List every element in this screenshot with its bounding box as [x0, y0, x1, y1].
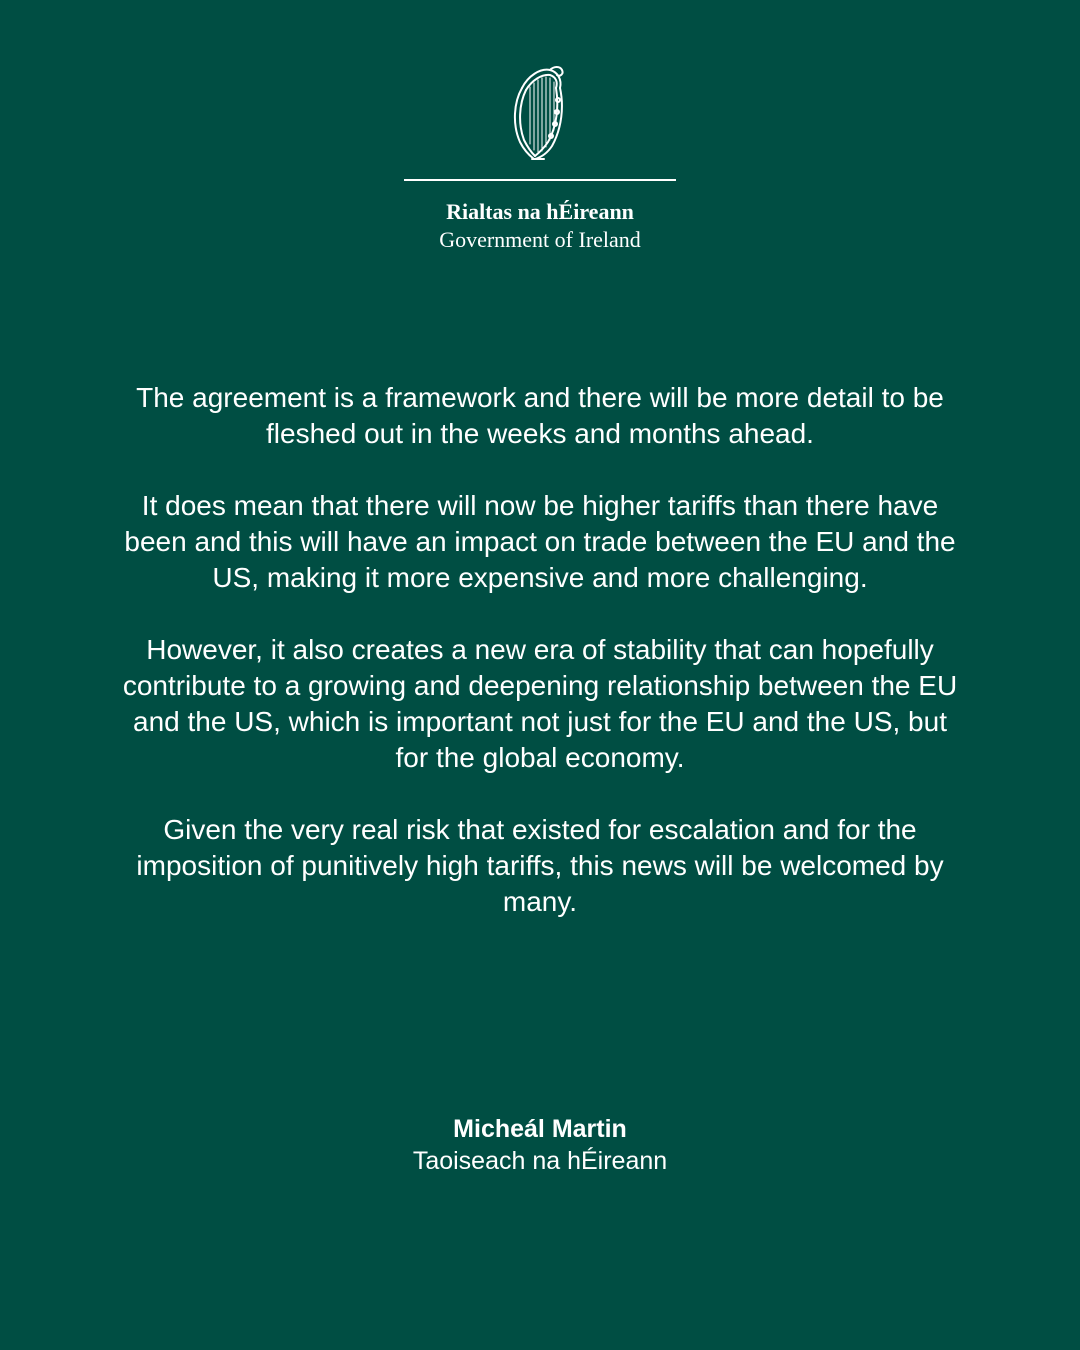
signature-title: Taoiseach na hÉireann [412, 1147, 668, 1175]
header-divider [404, 179, 676, 181]
statement-paragraph: However, it also creates a new era of stability that can hopefully contribute to a growing and deepening relationship between the EU and the US, which is important not just for the EU and the US, but for the global economy. [122, 634, 958, 773]
signature-name: Micheál Martin [453, 1115, 627, 1143]
statement-body [120, 380, 960, 920]
government-name-irish: Rialtas na hÉireann [446, 199, 634, 224]
harp-icon [504, 62, 576, 162]
statement-paragraph: The agreement is a framework and there will be more detail to be fleshed out in the weeks and months ahead. [136, 382, 944, 449]
statement-paragraph: It does mean that there will now be higher tariffs than there have been and this will have an impact on trade between the EU and the US, making it more expensive and more challenging. [124, 490, 956, 593]
government-name-english: Government of Ireland [439, 227, 641, 252]
statement-paragraph: Given the very real risk that existed for escalation and for the imposition of punitively high tariffs, this news will be welcomed by many. [136, 814, 944, 917]
